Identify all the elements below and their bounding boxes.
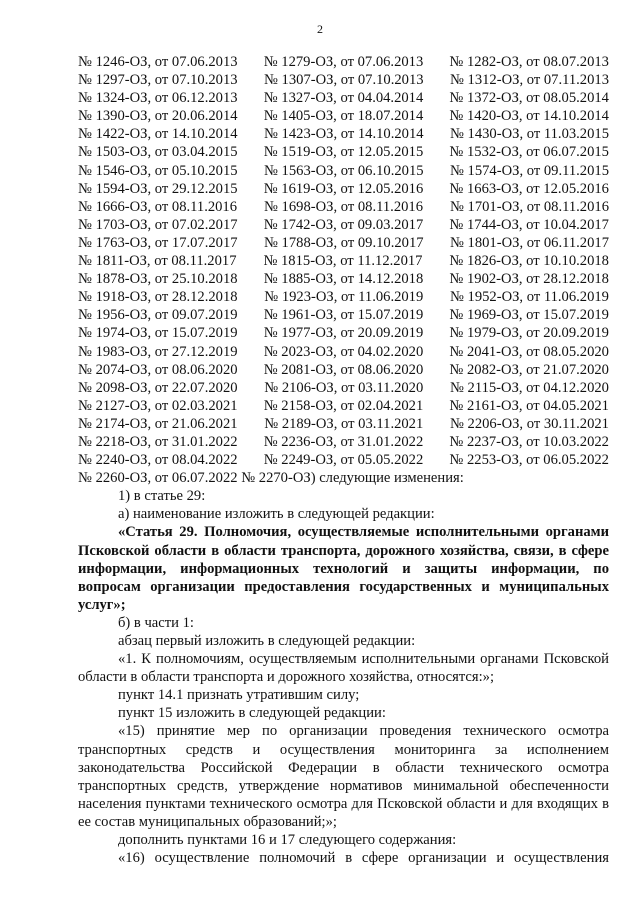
- law-reference: № 2206-ОЗ, от 30.11.2021: [449, 415, 609, 432]
- law-reference: № 1979-ОЗ, от 20.09.2019: [449, 325, 609, 342]
- law-reference: № 1811-ОЗ, от 08.11.2017: [78, 253, 237, 270]
- law-reference-line: [78, 288, 609, 306]
- law-reference-line: [78, 270, 609, 288]
- law-reference: № 1519-ОЗ, от 12.05.2015: [263, 144, 424, 161]
- law-reference-line: [78, 180, 609, 198]
- law-reference: № 1420-ОЗ, от 14.10.2014: [449, 108, 609, 125]
- law-reference: № 1969-ОЗ, от 15.07.2019: [449, 307, 609, 324]
- law-reference-line: [78, 125, 609, 143]
- law-reference-line: [78, 53, 609, 71]
- law-reference-line: [78, 379, 609, 397]
- law-reference: № 1923-ОЗ, от 11.06.2019: [264, 289, 424, 306]
- law-reference: № 1390-ОЗ, от 20.06.2014: [78, 108, 238, 125]
- law-reference: № 1372-ОЗ, от 08.05.2014: [449, 90, 609, 107]
- law-reference: № 2240-ОЗ, от 08.04.2022: [78, 452, 238, 469]
- law-reference: № 2236-ОЗ, от 31.01.2022: [263, 433, 424, 450]
- paragraph-add-16-17: дополнить пунктами 16 и 17 следующего содержания:: [118, 832, 457, 849]
- law-reference-line: [78, 324, 609, 342]
- law-reference: № 1619-ОЗ, от 12.05.2016: [263, 180, 424, 197]
- law-reference: № 2023-ОЗ, от 04.02.2020: [263, 343, 424, 360]
- law-reference: № 1956-ОЗ, от 09.07.2019: [78, 307, 238, 324]
- article-29-title: «Статья 29. Полномочия, осуществляемые исполнительными органами Псковской области в области транспорта, дорожного хозяйства, связи, в сфере информации, информационных технологий и защиты информации, по вопросам организации предоставления государственных и муниципальных услуг»;: [78, 524, 609, 613]
- law-reference: № 2106-ОЗ, от 03.11.2020: [264, 379, 424, 396]
- law-reference: № 1885-ОЗ, от 14.12.2018: [263, 271, 424, 288]
- law-reference: № 1701-ОЗ, от 08.11.2016: [449, 198, 609, 215]
- law-reference: № 1878-ОЗ, от 25.10.2018: [78, 271, 238, 288]
- law-reference: № 1666-ОЗ, от 08.11.2016: [78, 198, 238, 215]
- law-reference: № 1918-ОЗ, от 28.12.2018: [78, 289, 238, 306]
- law-reference: № 1324-ОЗ, от 06.12.2013: [78, 90, 238, 107]
- paragraph-14-1-repeal: пункт 14.1 признать утратившим силу;: [118, 687, 360, 704]
- paragraph-15-text: «15) принятие мер по организации проведения технического осмотра транспортных средств и осуществления мониторинга за исполнением законодательства Российской Федерации в области технического осмотра транспортных средств, утверждение нормативов минимальной обеспеченности населения пунктами технического осмотра для Псковской области и для входящих в ее состав муниципальных образований;»;: [78, 723, 609, 830]
- law-reference-line: [78, 433, 609, 451]
- law-reference-line: [78, 306, 609, 324]
- law-reference: № 1977-ОЗ, от 20.09.2019: [263, 325, 424, 342]
- law-reference: № 1902-ОЗ, от 28.12.2018: [449, 271, 609, 288]
- paragraph-item-1: 1) в статье 29:: [118, 488, 206, 505]
- law-reference: № 1246-ОЗ, от 07.06.2013: [78, 54, 238, 70]
- law-reference-line: [78, 107, 609, 125]
- law-reference-line: [78, 343, 609, 361]
- law-reference: № 1532-ОЗ, от 06.07.2015: [449, 144, 609, 161]
- law-reference-line: [78, 415, 609, 433]
- law-reference-line: [78, 216, 609, 234]
- law-reference-line: [78, 143, 609, 161]
- law-reference-line: [78, 397, 609, 415]
- law-reference: № 2253-ОЗ, от 06.05.2022: [449, 452, 609, 469]
- law-reference: № 1663-ОЗ, от 12.05.2016: [449, 180, 609, 197]
- law-reference: № 1974-ОЗ, от 15.07.2019: [78, 325, 238, 342]
- paragraph-name-change: а) наименование изложить в следующей редакции:: [118, 506, 435, 523]
- law-reference-line: [78, 198, 609, 216]
- law-reference: № 1742-ОЗ, от 09.03.2017: [263, 216, 424, 233]
- law-reference: № 1312-ОЗ, от 07.11.2013: [449, 72, 609, 89]
- law-reference: № 1788-ОЗ, от 09.10.2017: [263, 234, 424, 251]
- law-reference: № 1961-ОЗ, от 15.07.2019: [263, 307, 424, 324]
- law-reference: № 1574-ОЗ, от 09.11.2015: [449, 162, 609, 179]
- paragraph-16-text: «16) осуществление полномочий в сфере организации и осуществления: [118, 850, 609, 867]
- law-reference-line: [78, 451, 609, 469]
- law-reference: № 1423-ОЗ, от 14.10.2014: [263, 126, 424, 143]
- page-number: 2: [317, 22, 323, 36]
- law-reference: № 2081-ОЗ, от 08.06.2020: [263, 361, 424, 378]
- law-reference-line: [78, 361, 609, 379]
- law-reference-line: [78, 71, 609, 89]
- law-reference: № 1815-ОЗ, от 11.12.2017: [263, 253, 423, 270]
- law-reference-line: [78, 89, 609, 107]
- law-reference: № 2082-ОЗ, от 21.07.2020: [449, 361, 609, 378]
- law-reference: № 2249-ОЗ, от 05.05.2022: [263, 452, 424, 469]
- law-reference: № 1594-ОЗ, от 29.12.2015: [78, 180, 238, 197]
- law-reference: № 1703-ОЗ, от 07.02.2017: [78, 216, 238, 233]
- law-reference: № 2189-ОЗ, от 03.11.2021: [264, 415, 424, 432]
- law-reference: № 1763-ОЗ, от 17.07.2017: [78, 234, 238, 251]
- law-reference: № 1563-ОЗ, от 06.10.2015: [263, 162, 424, 179]
- law-reference: № 1422-ОЗ, от 14.10.2014: [78, 126, 238, 143]
- law-reference: № 1405-ОЗ, от 18.07.2014: [263, 108, 424, 125]
- law-reference: № 1801-ОЗ, от 06.11.2017: [449, 234, 609, 251]
- law-reference: № 1282-ОЗ, от 08.07.2013: [449, 54, 609, 70]
- law-reference: № 2127-ОЗ, от 02.03.2021: [78, 397, 238, 414]
- law-reference: № 1826-ОЗ, от 10.10.2018: [449, 253, 609, 270]
- law-reference: № 1952-ОЗ, от 11.06.2019: [449, 289, 609, 306]
- law-reference: № 2174-ОЗ, от 21.06.2021: [78, 415, 238, 432]
- law-reference: № 1430-ОЗ, от 11.03.2015: [449, 126, 609, 143]
- law-reference-line: [78, 469, 609, 487]
- law-references-list: [78, 53, 609, 487]
- law-reference: № 1327-ОЗ, от 04.04.2014: [263, 90, 424, 107]
- law-reference: № 2098-ОЗ, от 22.07.2020: [78, 379, 238, 396]
- law-reference: № 2161-ОЗ, от 04.05.2021: [449, 397, 609, 414]
- law-reference: № 1279-ОЗ, от 07.06.2013: [263, 54, 424, 70]
- law-reference: № 2115-ОЗ, от 04.12.2020: [449, 379, 609, 396]
- law-reference: № 2218-ОЗ, от 31.01.2022: [78, 433, 238, 450]
- law-reference: № 1744-ОЗ, от 10.04.2017: [449, 216, 609, 233]
- paragraph-part-1: б) в части 1:: [118, 614, 194, 631]
- law-reference: № 1503-ОЗ, от 03.04.2015: [78, 144, 238, 161]
- document-body: [78, 53, 609, 867]
- paragraph-first-abzac: абзац первый изложить в следующей редакции:: [118, 633, 416, 649]
- law-reference-line: [78, 162, 609, 180]
- law-reference: № 2260-ОЗ, от 06.07.2022 № 2270-ОЗ) следующие изменения:: [78, 470, 464, 487]
- law-reference: № 1297-ОЗ, от 07.10.2013: [78, 72, 238, 89]
- law-reference: № 2041-ОЗ, от 08.05.2020: [449, 343, 609, 360]
- law-reference: № 1983-ОЗ, от 27.12.2019: [78, 343, 238, 360]
- paragraph-15-edit: пункт 15 изложить в следующей редакции:: [118, 705, 386, 722]
- law-reference: № 2158-ОЗ, от 02.04.2021: [263, 397, 424, 414]
- law-reference: № 2074-ОЗ, от 08.06.2020: [78, 361, 238, 378]
- law-reference: № 1546-ОЗ, от 05.10.2015: [78, 162, 238, 179]
- law-reference: № 1307-ОЗ, от 07.10.2013: [263, 72, 424, 89]
- law-reference-line: [78, 252, 609, 270]
- law-reference: № 2237-ОЗ, от 10.03.2022: [449, 433, 609, 450]
- law-reference: № 1698-ОЗ, от 08.11.2016: [263, 198, 424, 215]
- law-reference-line: [78, 234, 609, 252]
- paragraph-powers-intro: «1. К полномочиям, осуществляемым исполнительными органами Псковской области в области транспорта и дорожного хозяйства, относятся:»;: [78, 651, 609, 686]
